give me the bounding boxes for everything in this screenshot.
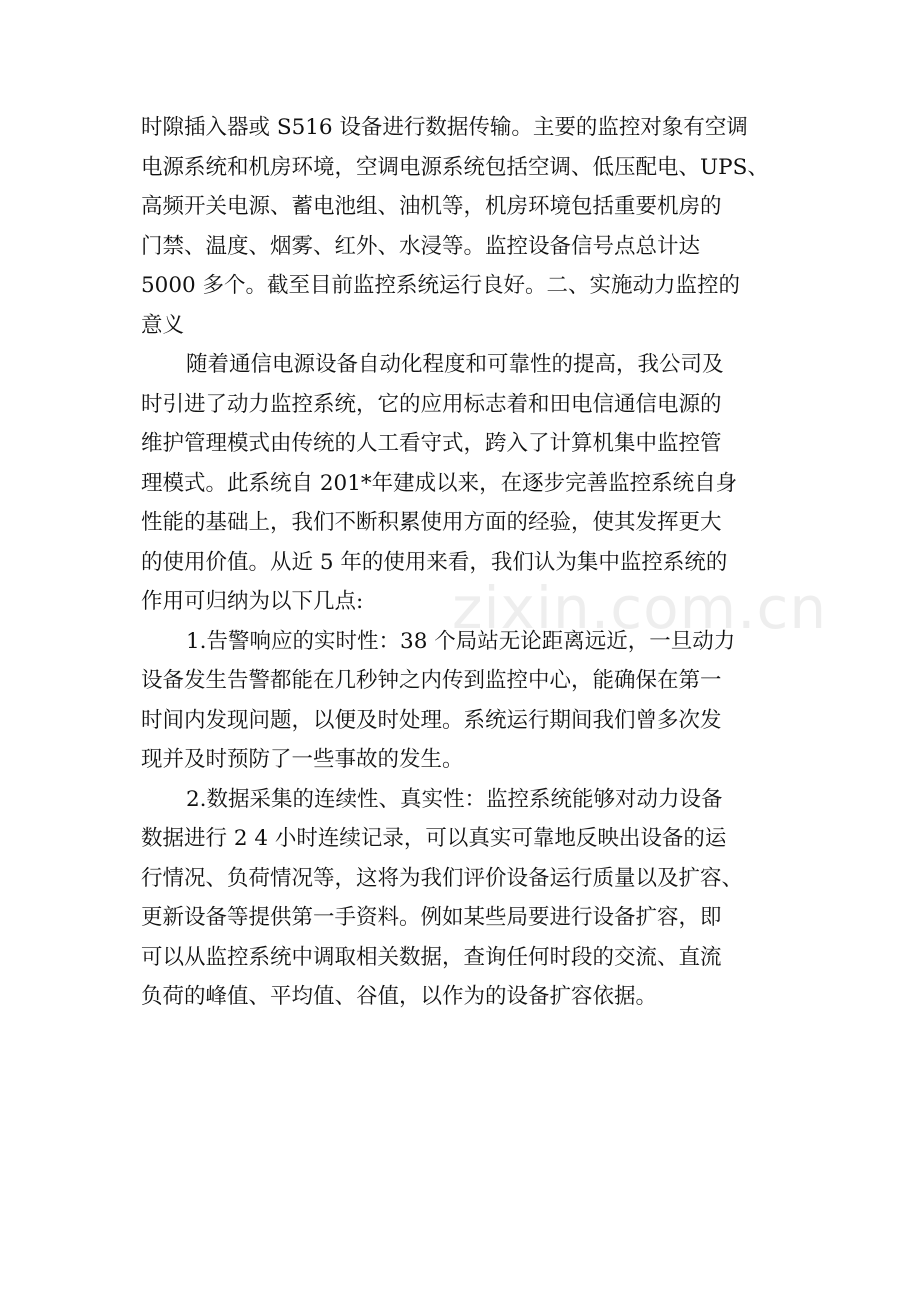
- text-line: 现并及时预防了一些事故的发生。: [141, 747, 464, 772]
- text-line: 电源系统和机房环境，空调电源系统包括空调、低压配电、UPS、: [141, 154, 769, 180]
- text-line: 时间内发现问题，以便及时处理。系统运行期间我们曾多次发: [141, 707, 722, 733]
- text-line: 性能的基础上，我们不断积累使用方面的经验，使其发挥更大: [141, 510, 722, 535]
- text-line: 作用可归纳为以下几点:: [141, 589, 364, 614]
- text-line: 可以从监控系统中调取相关数据，查询任何时段的交流、直流: [141, 944, 722, 970]
- text-line: 设备发生告警都能在几秒钟之内传到监控中心，能确保在第一: [141, 668, 722, 693]
- text-line: 5000 多个。截至目前监控系统运行良好。二、实施动力监控的: [141, 273, 741, 298]
- text-line: 数据进行 2 4 小时连续记录，可以真实可靠地反映出设备的运: [141, 826, 727, 851]
- text-line: 1.告警响应的实时性：38 个局站无论距离远近，一旦动力: [186, 628, 736, 654]
- text-line: 理模式。此系统自 201*年建成以来，在逐步完善监控系统自身: [141, 470, 738, 496]
- text-line: 更新设备等提供第一手资料。例如某些局要进行设备扩容，即: [141, 905, 722, 930]
- text-line: 意义: [141, 312, 185, 338]
- watermark: zixin.com.cn: [452, 574, 828, 642]
- text-line: 随着通信电源设备自动化程度和可靠性的提高，我公司及: [186, 352, 724, 377]
- text-line: 门禁、温度、烟雾、红外、水浸等。监控设备信号点总计达: [141, 233, 701, 259]
- text-line: 时引进了动力监控系统，它的应用标志着和田电信通信电源的: [141, 391, 722, 417]
- text-line: 2.数据采集的连续性、真实性：监控系统能够对动力设备: [186, 786, 723, 812]
- text-line: 维护管理模式由传统的人工看守式，跨入了计算机集中监控管: [141, 431, 722, 456]
- document-body: [141, 108, 781, 1017]
- text-line: 时隙插入器或 S516 设备进行数据传输。主要的监控对象有空调: [141, 115, 748, 140]
- text-line: 高频开关电源、蓄电池组、油机等，机房环境包括重要机房的: [141, 194, 722, 219]
- text-line: 负荷的峰值、平均值、谷值，以作为的设备扩容依据。: [141, 984, 658, 1009]
- text-line: 行情况、负荷情况等，这将为我们评价设备运行质量以及扩容、: [141, 865, 744, 891]
- text-line: 的使用价值。从近 5 年的使用来看，我们认为集中监控系统的: [141, 549, 728, 575]
